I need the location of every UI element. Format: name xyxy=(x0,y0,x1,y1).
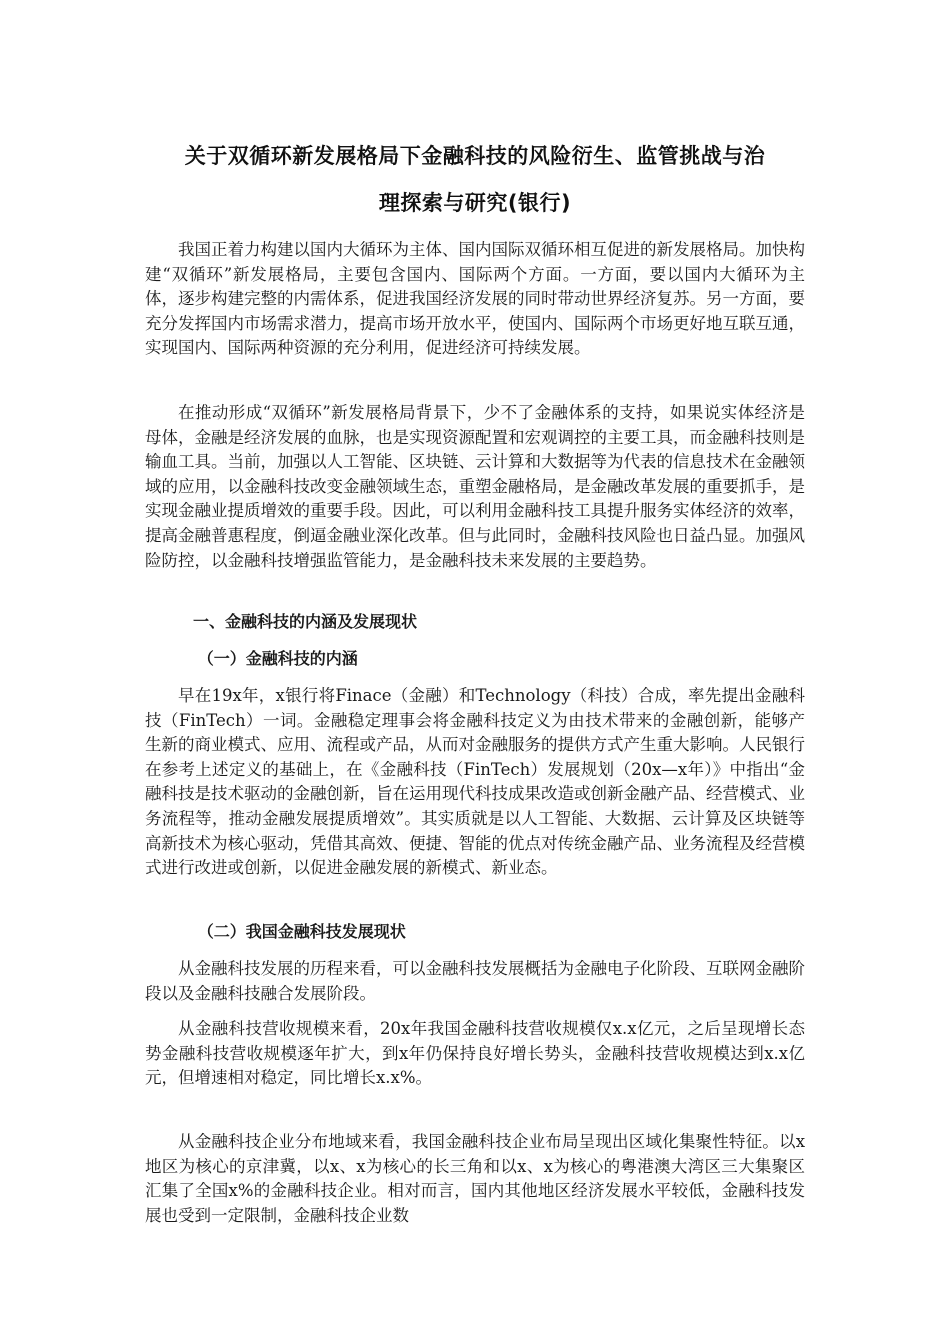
paragraph-5: 从金融科技营收规模来看，20x年我国金融科技营收规模仅x.x亿元，之后呈现增长态势金融科技营收规模逐年扩大，到x年仍保持良好增长势头，金融科技营收规模达到x.x亿元，但增速相对稳定，同比增长x.x%。 xyxy=(145,1019,805,1088)
paragraph-4: 从金融科技发展的历程来看，可以金融科技发展概括为金融电子化阶段、互联网金融阶段以及金融科技融合发展阶段。 xyxy=(145,959,805,1003)
section-heading-1: 一、金融科技的内涵及发展现状 xyxy=(193,612,418,631)
document-title-line-1: 关于双循环新发展格局下金融科技的风险衍生、监管挑战与治 xyxy=(184,144,766,168)
paragraph-6: 从金融科技企业分布地域来看，我国金融科技企业布局呈现出区域化集聚性特征。以x地区为核心的京津冀，以x、x为核心的长三角和以x、x为核心的粤港澳大湾区三大集聚区汇集了全国x%的金融科技企业。相对而言，国内其他地区经济发展水平较低，金融科技发展也受到一定限制，金融科技企业数 xyxy=(145,1132,805,1225)
subsection-heading-1: （一）金融科技的内涵 xyxy=(197,649,358,668)
document-title-line-2: 理探索与研究(银行) xyxy=(378,191,572,215)
paragraph-2: 在推动形成“双循环”新发展格局背景下，少不了金融体系的支持，如果说实体经济是母体，金融是经济发展的血脉，也是实现资源配置和宏观调控的主要工具，而金融科技则是输血工具。当前，加强以人工智能、区块链、云计算和大数据等为代表的信息技术在金融领域的应用，以金融科技改变金融领域生态，重塑金融格局，是金融改革发展的重要抓手，是实现金融业提质增效的重要手段。因此，可以利用金融科技工具提升服务实体经济的效率，提高金融普惠程度，倒逼金融业深化改革。但与此同时，金融科技风险也日益凸显。加强风险防控，以金融科技增强监管能力，是金融科技未来发展的主要趋势。 xyxy=(145,403,805,570)
paragraph-3: 早在19x年，x银行将Finace（金融）和Technology（科技）合成，率先提出金融科技（FinTech）一词。金融稳定理事会将金融科技定义为由技术带来的金融创新，能够产生新的商业模式、应用、流程或产品，从而对金融服务的提供方式产生重大影响。人民银行在参考上述定义的基础上，在《金融科技（FinTech）发展规划（20x—x年）》中指出“金融科技是技术驱动的金融创新，旨在运用现代科技成果改造或创新金融产品、经营模式、业务流程等，推动金融发展提质增效”。其实质就是以人工智能、大数据、云计算及区块链等高新技术为核心驱动，凭借其高效、便捷、智能的优点对传统金融产品、业务流程及经营模式进行改进或创新，以促进金融发展的新模式、新业态。 xyxy=(145,686,805,878)
paragraph-1: 我国正着力构建以国内大循环为主体、国内国际双循环相互促进的新发展格局。加快构建“双循环”新发展格局，主要包含国内、国际两个方面。一方面，要以国内大循环为主体，逐步构建完整的内需体系，促进我国经济发展的同时带动世界经济复苏。另一方面，要充分发挥国内市场需求潜力，提高市场开放水平，使国内、国际两个市场更好地互联互通，实现国内、国际两种资源的充分利用，促进经济可持续发展。 xyxy=(145,240,805,358)
subsection-heading-2: （二）我国金融科技发展现状 xyxy=(197,922,406,941)
